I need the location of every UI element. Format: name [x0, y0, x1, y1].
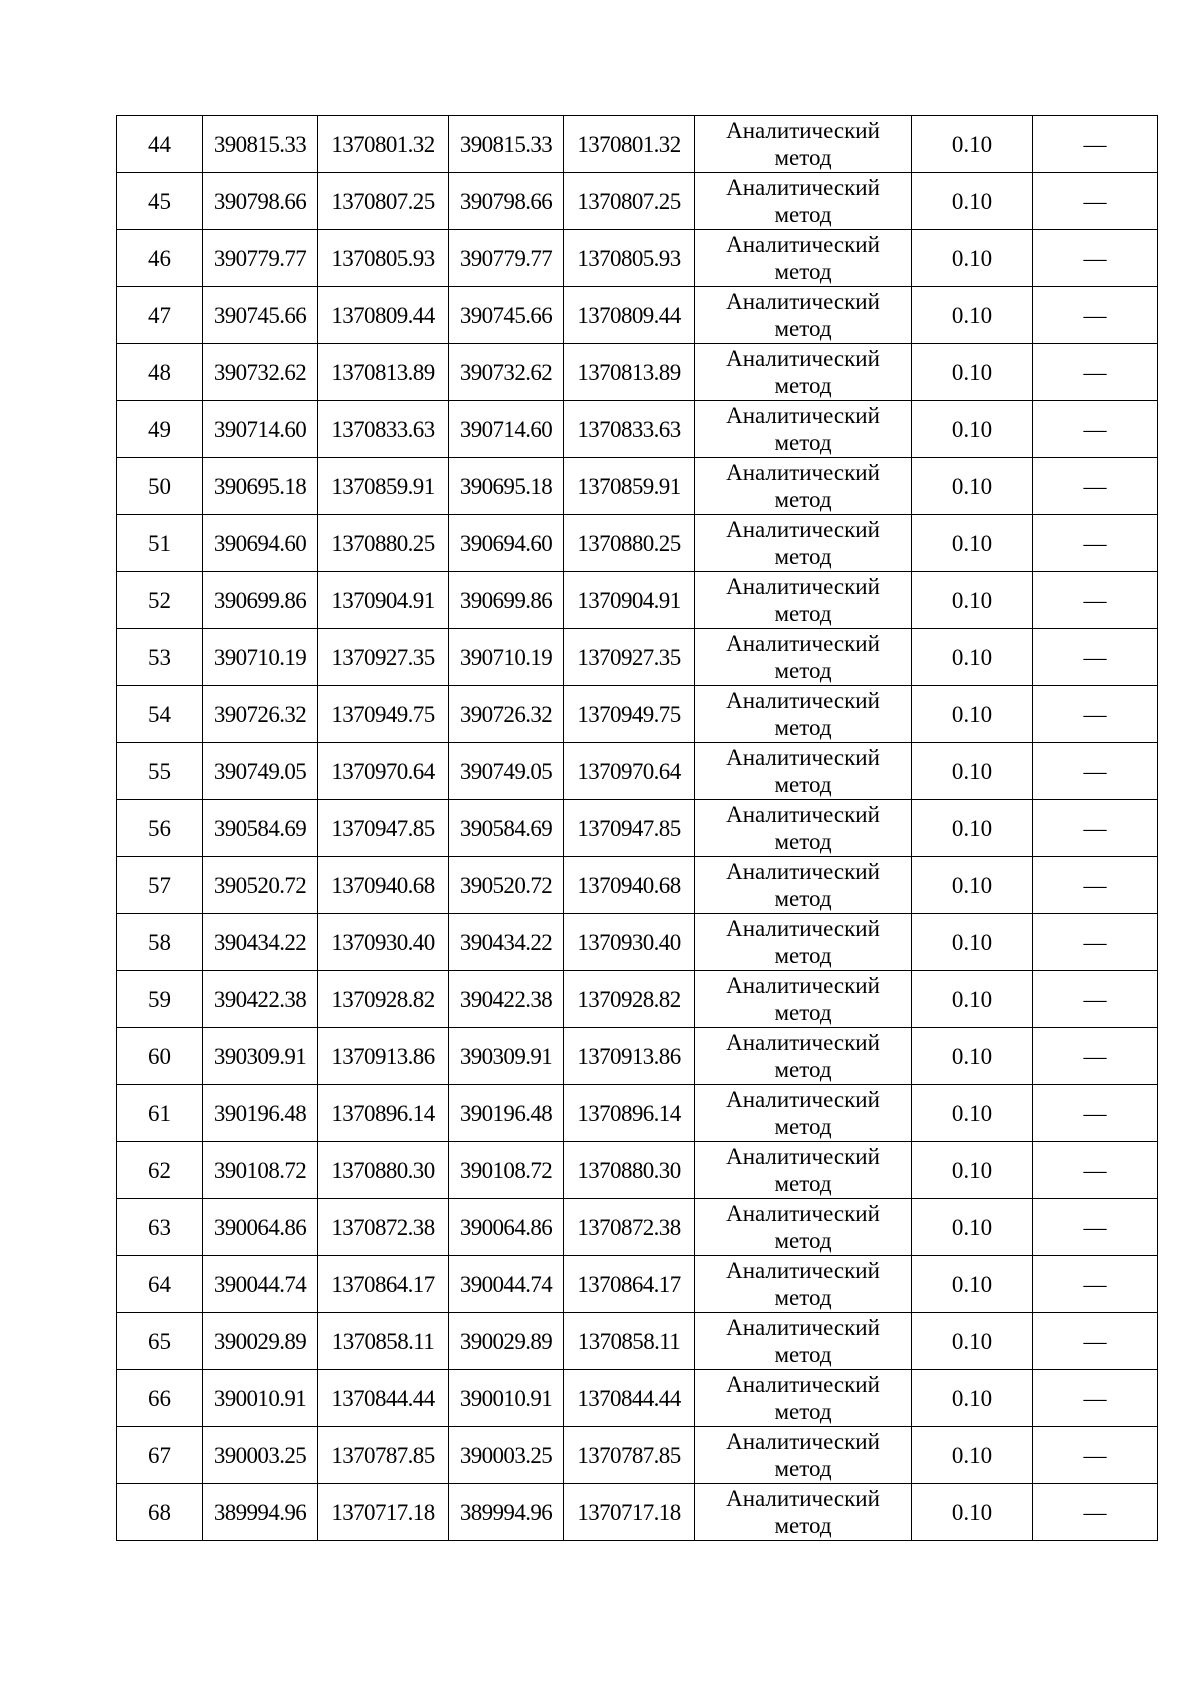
y-coordinate-new-cell: 1370833.63	[564, 401, 695, 458]
y-coordinate-new-cell: 1370813.89	[564, 344, 695, 401]
x-coordinate-cell: 390710.19	[203, 629, 318, 686]
method-line-2: метод	[774, 259, 832, 284]
table-row	[117, 344, 1158, 401]
method-line-1: Аналитический	[726, 1087, 880, 1112]
method-cell	[695, 1256, 912, 1313]
x-coordinate-cell: 390029.89	[203, 1313, 318, 1370]
y-coordinate-new-cell: 1370927.35	[564, 629, 695, 686]
accuracy-cell: 0.10	[912, 1484, 1033, 1541]
x-coordinate-new-cell: 390434.22	[449, 914, 564, 971]
x-coordinate-cell: 390309.91	[203, 1028, 318, 1085]
accuracy-cell: 0.10	[912, 458, 1033, 515]
x-coordinate-new-cell: 390714.60	[449, 401, 564, 458]
y-coordinate-new-cell: 1370858.11	[564, 1313, 695, 1370]
y-coordinate-new-cell: 1370896.14	[564, 1085, 695, 1142]
x-coordinate-cell: 390010.91	[203, 1370, 318, 1427]
y-coordinate-new-cell: 1370787.85	[564, 1427, 695, 1484]
point-number-cell: 62	[117, 1142, 203, 1199]
table-row	[117, 800, 1158, 857]
method-cell	[695, 1199, 912, 1256]
point-number-cell: 61	[117, 1085, 203, 1142]
table-row	[117, 1085, 1158, 1142]
note-cell: —	[1033, 1427, 1158, 1484]
y-coordinate-new-cell: 1370805.93	[564, 230, 695, 287]
y-coordinate-cell: 1370807.25	[318, 173, 449, 230]
table-row	[117, 515, 1158, 572]
accuracy-cell: 0.10	[912, 1427, 1033, 1484]
x-coordinate-cell: 390749.05	[203, 743, 318, 800]
x-coordinate-cell: 390422.38	[203, 971, 318, 1028]
accuracy-cell: 0.10	[912, 800, 1033, 857]
point-number-cell: 52	[117, 572, 203, 629]
x-coordinate-new-cell: 390029.89	[449, 1313, 564, 1370]
method-cell	[695, 1484, 912, 1541]
x-coordinate-cell: 390520.72	[203, 857, 318, 914]
method-line-2: метод	[774, 886, 832, 911]
method-line-2: метод	[774, 1171, 832, 1196]
method-line-1: Аналитический	[726, 1144, 880, 1169]
method-line-1: Аналитический	[726, 688, 880, 713]
method-line-1: Аналитический	[726, 574, 880, 599]
method-line-2: метод	[774, 1399, 832, 1424]
point-number-cell: 46	[117, 230, 203, 287]
x-coordinate-cell: 390726.32	[203, 686, 318, 743]
y-coordinate-new-cell: 1370928.82	[564, 971, 695, 1028]
note-cell: —	[1033, 116, 1158, 173]
point-number-cell: 44	[117, 116, 203, 173]
point-number-cell: 57	[117, 857, 203, 914]
accuracy-cell: 0.10	[912, 515, 1033, 572]
method-line-2: метод	[774, 1285, 832, 1310]
y-coordinate-new-cell: 1370880.25	[564, 515, 695, 572]
x-coordinate-new-cell: 390726.32	[449, 686, 564, 743]
note-cell: —	[1033, 173, 1158, 230]
point-number-cell: 53	[117, 629, 203, 686]
x-coordinate-cell: 389994.96	[203, 1484, 318, 1541]
method-cell	[695, 572, 912, 629]
method-line-1: Аналитический	[726, 631, 880, 656]
note-cell: —	[1033, 401, 1158, 458]
table-body	[117, 116, 1158, 1541]
x-coordinate-new-cell: 390584.69	[449, 800, 564, 857]
method-cell	[695, 116, 912, 173]
x-coordinate-cell: 390695.18	[203, 458, 318, 515]
accuracy-cell: 0.10	[912, 857, 1033, 914]
note-cell: —	[1033, 1256, 1158, 1313]
method-cell	[695, 230, 912, 287]
x-coordinate-cell: 390779.77	[203, 230, 318, 287]
y-coordinate-cell: 1370913.86	[318, 1028, 449, 1085]
table-row	[117, 1142, 1158, 1199]
accuracy-cell: 0.10	[912, 1085, 1033, 1142]
method-line-2: метод	[774, 658, 832, 683]
point-number-cell: 68	[117, 1484, 203, 1541]
method-line-2: метод	[774, 373, 832, 398]
y-coordinate-cell: 1370940.68	[318, 857, 449, 914]
note-cell: —	[1033, 1313, 1158, 1370]
point-number-cell: 47	[117, 287, 203, 344]
x-coordinate-cell: 390694.60	[203, 515, 318, 572]
y-coordinate-cell: 1370859.91	[318, 458, 449, 515]
point-number-cell: 64	[117, 1256, 203, 1313]
method-line-2: метод	[774, 943, 832, 968]
method-line-2: метод	[774, 1513, 832, 1538]
method-line-2: метод	[774, 1342, 832, 1367]
x-coordinate-cell: 390108.72	[203, 1142, 318, 1199]
y-coordinate-cell: 1370927.35	[318, 629, 449, 686]
y-coordinate-new-cell: 1370807.25	[564, 173, 695, 230]
x-coordinate-new-cell: 390815.33	[449, 116, 564, 173]
table-row	[117, 458, 1158, 515]
x-coordinate-new-cell: 390010.91	[449, 1370, 564, 1427]
method-cell	[695, 743, 912, 800]
method-line-2: метод	[774, 829, 832, 854]
y-coordinate-new-cell: 1370844.44	[564, 1370, 695, 1427]
note-cell: —	[1033, 515, 1158, 572]
x-coordinate-cell: 390064.86	[203, 1199, 318, 1256]
table-row	[117, 287, 1158, 344]
table-row	[117, 1028, 1158, 1085]
table-row	[117, 1484, 1158, 1541]
note-cell: —	[1033, 287, 1158, 344]
y-coordinate-new-cell: 1370880.30	[564, 1142, 695, 1199]
x-coordinate-cell: 390434.22	[203, 914, 318, 971]
x-coordinate-new-cell: 390044.74	[449, 1256, 564, 1313]
method-line-2: метод	[774, 544, 832, 569]
accuracy-cell: 0.10	[912, 743, 1033, 800]
y-coordinate-cell: 1370872.38	[318, 1199, 449, 1256]
table-row	[117, 401, 1158, 458]
accuracy-cell: 0.10	[912, 686, 1033, 743]
table-row	[117, 1256, 1158, 1313]
point-number-cell: 45	[117, 173, 203, 230]
x-coordinate-cell: 390584.69	[203, 800, 318, 857]
x-coordinate-new-cell: 390309.91	[449, 1028, 564, 1085]
note-cell: —	[1033, 686, 1158, 743]
note-cell: —	[1033, 1370, 1158, 1427]
method-line-1: Аналитический	[726, 1315, 880, 1340]
method-cell	[695, 401, 912, 458]
x-coordinate-cell: 390815.33	[203, 116, 318, 173]
point-number-cell: 66	[117, 1370, 203, 1427]
y-coordinate-new-cell: 1370859.91	[564, 458, 695, 515]
method-cell	[695, 1370, 912, 1427]
x-coordinate-cell: 390798.66	[203, 173, 318, 230]
point-number-cell: 54	[117, 686, 203, 743]
accuracy-cell: 0.10	[912, 116, 1033, 173]
x-coordinate-new-cell: 390749.05	[449, 743, 564, 800]
method-cell	[695, 344, 912, 401]
point-number-cell: 50	[117, 458, 203, 515]
note-cell: —	[1033, 914, 1158, 971]
note-cell: —	[1033, 971, 1158, 1028]
point-number-cell: 63	[117, 1199, 203, 1256]
method-cell	[695, 1085, 912, 1142]
method-cell	[695, 287, 912, 344]
y-coordinate-new-cell: 1370940.68	[564, 857, 695, 914]
y-coordinate-new-cell: 1370913.86	[564, 1028, 695, 1085]
x-coordinate-new-cell: 390064.86	[449, 1199, 564, 1256]
method-cell	[695, 800, 912, 857]
note-cell: —	[1033, 1142, 1158, 1199]
x-coordinate-cell: 390003.25	[203, 1427, 318, 1484]
method-line-1: Аналитический	[726, 1429, 880, 1454]
note-cell: —	[1033, 344, 1158, 401]
method-line-1: Аналитический	[726, 403, 880, 428]
method-line-2: метод	[774, 145, 832, 170]
method-cell	[695, 914, 912, 971]
y-coordinate-cell: 1370801.32	[318, 116, 449, 173]
point-number-cell: 56	[117, 800, 203, 857]
y-coordinate-cell: 1370858.11	[318, 1313, 449, 1370]
y-coordinate-cell: 1370844.44	[318, 1370, 449, 1427]
table-row	[117, 914, 1158, 971]
method-line-1: Аналитический	[726, 1486, 880, 1511]
method-cell	[695, 1142, 912, 1199]
point-number-cell: 51	[117, 515, 203, 572]
method-line-1: Аналитический	[726, 745, 880, 770]
y-coordinate-cell: 1370880.25	[318, 515, 449, 572]
table-row	[117, 857, 1158, 914]
accuracy-cell: 0.10	[912, 971, 1033, 1028]
x-coordinate-cell: 390732.62	[203, 344, 318, 401]
y-coordinate-new-cell: 1370864.17	[564, 1256, 695, 1313]
x-coordinate-cell: 390714.60	[203, 401, 318, 458]
y-coordinate-new-cell: 1370872.38	[564, 1199, 695, 1256]
y-coordinate-cell: 1370864.17	[318, 1256, 449, 1313]
method-line-2: метод	[774, 715, 832, 740]
accuracy-cell: 0.10	[912, 173, 1033, 230]
x-coordinate-new-cell: 390196.48	[449, 1085, 564, 1142]
x-coordinate-new-cell: 390520.72	[449, 857, 564, 914]
y-coordinate-cell: 1370717.18	[318, 1484, 449, 1541]
method-cell	[695, 971, 912, 1028]
note-cell: —	[1033, 1199, 1158, 1256]
accuracy-cell: 0.10	[912, 629, 1033, 686]
table-row	[117, 1199, 1158, 1256]
method-line-2: метод	[774, 430, 832, 455]
x-coordinate-cell: 390044.74	[203, 1256, 318, 1313]
x-coordinate-new-cell: 390779.77	[449, 230, 564, 287]
y-coordinate-new-cell: 1370801.32	[564, 116, 695, 173]
point-number-cell: 59	[117, 971, 203, 1028]
x-coordinate-new-cell: 390710.19	[449, 629, 564, 686]
y-coordinate-cell: 1370896.14	[318, 1085, 449, 1142]
table-row	[117, 743, 1158, 800]
method-line-1: Аналитический	[726, 859, 880, 884]
x-coordinate-new-cell: 390699.86	[449, 572, 564, 629]
y-coordinate-cell: 1370947.85	[318, 800, 449, 857]
accuracy-cell: 0.10	[912, 1199, 1033, 1256]
method-line-2: метод	[774, 1228, 832, 1253]
method-line-1: Аналитический	[726, 517, 880, 542]
method-cell	[695, 629, 912, 686]
y-coordinate-new-cell: 1370930.40	[564, 914, 695, 971]
method-line-1: Аналитический	[726, 118, 880, 143]
y-coordinate-new-cell: 1370809.44	[564, 287, 695, 344]
y-coordinate-new-cell: 1370947.85	[564, 800, 695, 857]
method-cell	[695, 686, 912, 743]
x-coordinate-new-cell: 389994.96	[449, 1484, 564, 1541]
note-cell: —	[1033, 458, 1158, 515]
method-line-1: Аналитический	[726, 232, 880, 257]
method-line-1: Аналитический	[726, 1030, 880, 1055]
method-cell	[695, 1427, 912, 1484]
x-coordinate-new-cell: 390745.66	[449, 287, 564, 344]
y-coordinate-cell: 1370930.40	[318, 914, 449, 971]
y-coordinate-cell: 1370928.82	[318, 971, 449, 1028]
method-line-2: метод	[774, 1000, 832, 1025]
point-number-cell: 65	[117, 1313, 203, 1370]
y-coordinate-new-cell: 1370717.18	[564, 1484, 695, 1541]
accuracy-cell: 0.10	[912, 287, 1033, 344]
y-coordinate-cell: 1370880.30	[318, 1142, 449, 1199]
method-line-2: метод	[774, 202, 832, 227]
table-row	[117, 1313, 1158, 1370]
method-line-2: метод	[774, 1114, 832, 1139]
y-coordinate-cell: 1370970.64	[318, 743, 449, 800]
y-coordinate-cell: 1370787.85	[318, 1427, 449, 1484]
coordinates-table	[116, 115, 1158, 1541]
method-line-2: метод	[774, 487, 832, 512]
method-line-1: Аналитический	[726, 973, 880, 998]
method-line-1: Аналитический	[726, 1258, 880, 1283]
y-coordinate-new-cell: 1370970.64	[564, 743, 695, 800]
note-cell: —	[1033, 800, 1158, 857]
y-coordinate-cell: 1370833.63	[318, 401, 449, 458]
table-row	[117, 116, 1158, 173]
table-row	[117, 572, 1158, 629]
method-line-2: метод	[774, 772, 832, 797]
x-coordinate-new-cell: 390694.60	[449, 515, 564, 572]
note-cell: —	[1033, 230, 1158, 287]
y-coordinate-cell: 1370949.75	[318, 686, 449, 743]
method-line-2: метод	[774, 1456, 832, 1481]
y-coordinate-new-cell: 1370949.75	[564, 686, 695, 743]
x-coordinate-cell: 390745.66	[203, 287, 318, 344]
accuracy-cell: 0.10	[912, 1028, 1033, 1085]
table-row	[117, 1427, 1158, 1484]
note-cell: —	[1033, 743, 1158, 800]
accuracy-cell: 0.10	[912, 1313, 1033, 1370]
note-cell: —	[1033, 857, 1158, 914]
note-cell: —	[1033, 629, 1158, 686]
accuracy-cell: 0.10	[912, 1256, 1033, 1313]
accuracy-cell: 0.10	[912, 230, 1033, 287]
table-row	[117, 629, 1158, 686]
method-cell	[695, 1028, 912, 1085]
y-coordinate-cell: 1370904.91	[318, 572, 449, 629]
x-coordinate-new-cell: 390003.25	[449, 1427, 564, 1484]
point-number-cell: 55	[117, 743, 203, 800]
note-cell: —	[1033, 572, 1158, 629]
method-line-2: метод	[774, 1057, 832, 1082]
point-number-cell: 60	[117, 1028, 203, 1085]
method-line-1: Аналитический	[726, 802, 880, 827]
method-line-1: Аналитический	[726, 916, 880, 941]
x-coordinate-cell: 390699.86	[203, 572, 318, 629]
table-row	[117, 230, 1158, 287]
method-line-1: Аналитический	[726, 460, 880, 485]
point-number-cell: 67	[117, 1427, 203, 1484]
accuracy-cell: 0.10	[912, 401, 1033, 458]
method-line-1: Аналитический	[726, 1372, 880, 1397]
note-cell: —	[1033, 1085, 1158, 1142]
method-line-1: Аналитический	[726, 175, 880, 200]
note-cell: —	[1033, 1028, 1158, 1085]
y-coordinate-cell: 1370805.93	[318, 230, 449, 287]
accuracy-cell: 0.10	[912, 1142, 1033, 1199]
x-coordinate-new-cell: 390422.38	[449, 971, 564, 1028]
point-number-cell: 58	[117, 914, 203, 971]
table-row	[117, 173, 1158, 230]
method-line-1: Аналитический	[726, 346, 880, 371]
point-number-cell: 49	[117, 401, 203, 458]
table-row	[117, 971, 1158, 1028]
accuracy-cell: 0.10	[912, 572, 1033, 629]
x-coordinate-new-cell: 390798.66	[449, 173, 564, 230]
accuracy-cell: 0.10	[912, 914, 1033, 971]
x-coordinate-new-cell: 390732.62	[449, 344, 564, 401]
x-coordinate-cell: 390196.48	[203, 1085, 318, 1142]
note-cell: —	[1033, 1484, 1158, 1541]
method-line-2: метод	[774, 601, 832, 626]
accuracy-cell: 0.10	[912, 344, 1033, 401]
y-coordinate-new-cell: 1370904.91	[564, 572, 695, 629]
x-coordinate-new-cell: 390108.72	[449, 1142, 564, 1199]
point-number-cell: 48	[117, 344, 203, 401]
method-cell	[695, 458, 912, 515]
method-line-2: метод	[774, 316, 832, 341]
method-cell	[695, 173, 912, 230]
method-line-1: Аналитический	[726, 1201, 880, 1226]
table-row	[117, 1370, 1158, 1427]
method-line-1: Аналитический	[726, 289, 880, 314]
accuracy-cell: 0.10	[912, 1370, 1033, 1427]
table-row	[117, 686, 1158, 743]
y-coordinate-cell: 1370809.44	[318, 287, 449, 344]
method-cell	[695, 1313, 912, 1370]
x-coordinate-new-cell: 390695.18	[449, 458, 564, 515]
method-cell	[695, 515, 912, 572]
method-cell	[695, 857, 912, 914]
y-coordinate-cell: 1370813.89	[318, 344, 449, 401]
